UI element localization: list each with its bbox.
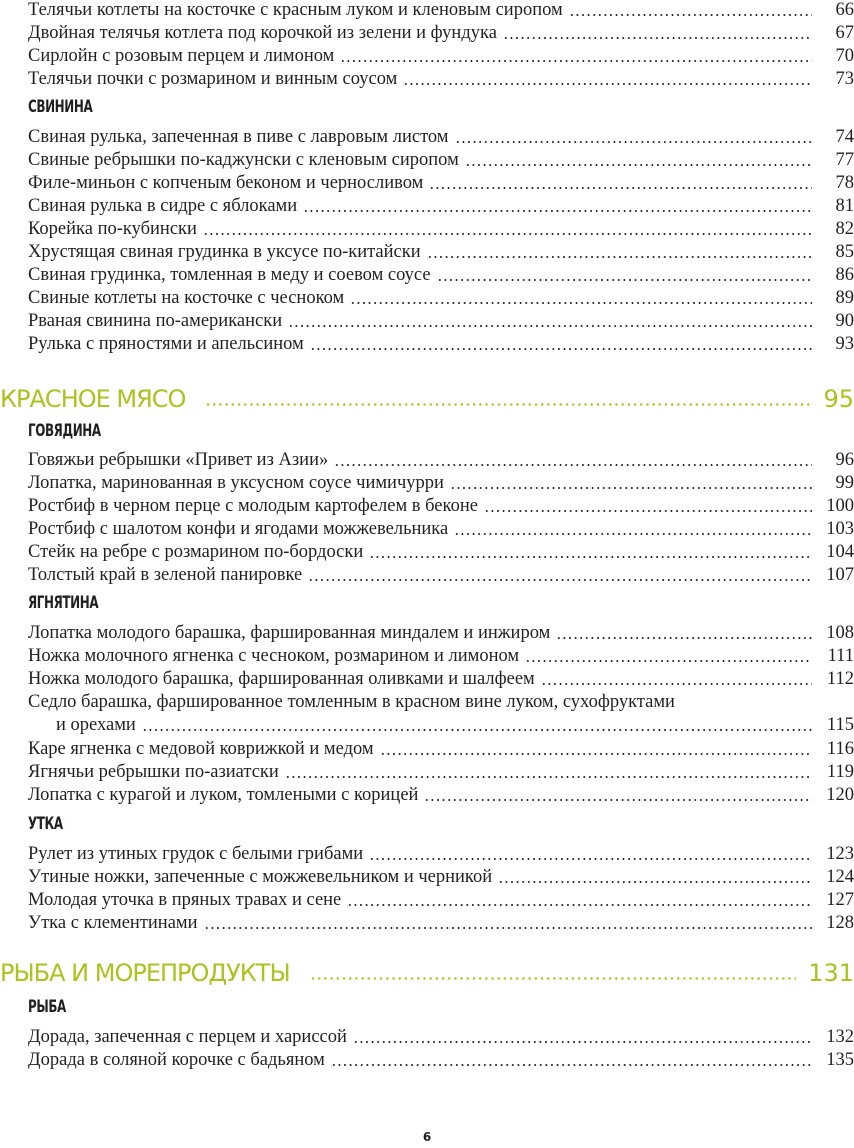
toc-entry-page: 116	[826, 739, 854, 759]
dot-leader	[310, 977, 797, 980]
toc-entry-title: Лопатка, маринованная в уксусном соусе чимичурри	[28, 473, 444, 493]
toc-entry-title: Лопатка с курагой и луком, томлеными с корицей	[28, 785, 419, 805]
dot-leader	[340, 60, 812, 62]
toc-chapter-page: 95	[823, 385, 854, 413]
toc-entry-title: Рулька с пряностями и апельсином	[28, 334, 304, 354]
dot-leader	[556, 637, 812, 639]
toc-entry-title: Говяжьи ребрышки «Привет из Азии»	[28, 450, 329, 470]
toc-entry[interactable]	[28, 492, 854, 516]
toc-entry-page: 115	[826, 715, 854, 735]
toc-chapter-title: РЫБА И МОРЕПРОДУКТЫ	[0, 959, 290, 987]
toc-subsection-heading: СВИНИНА	[28, 97, 93, 117]
toc-entry-title: Каре ягненка с медовой коврижкой и медом	[28, 739, 374, 759]
toc-entry-title: Лопатка молодого барашка, фаршированная миндалем и инжиром	[28, 623, 551, 643]
toc-entry[interactable]	[28, 192, 854, 216]
dot-leader	[350, 302, 812, 304]
toc-entry[interactable]	[28, 123, 854, 147]
toc-entry-page: 128	[826, 913, 854, 933]
toc-entry-title: Ростбиф в черном перце с молодым картофелем в беконе	[28, 496, 478, 516]
toc-entry-page: 111	[827, 646, 854, 666]
toc-entry-title: Молодая уточка в пряных травах и сене	[28, 890, 342, 910]
toc-entry[interactable]	[28, 665, 854, 689]
toc-entry[interactable]	[28, 886, 854, 910]
toc-entry[interactable]	[28, 1023, 854, 1047]
toc-entry-title: Хрустящая свиная грудинка в уксусе по-китайски	[28, 242, 421, 262]
toc-entry-page: 85	[835, 242, 854, 262]
toc-entry[interactable]	[28, 735, 854, 759]
toc-entry-page: 112	[826, 669, 854, 689]
toc-entry-title: Сирлойн с розовым перцем и лимоном	[28, 46, 335, 66]
toc-entry-page: 104	[826, 542, 854, 562]
dot-leader	[369, 556, 812, 558]
toc-entry-title: Двойная телячья котлета под корочкой из зелени и фундука	[28, 23, 497, 43]
toc-entry[interactable]	[28, 619, 854, 643]
page-number: 6	[422, 1130, 432, 1144]
toc-subsection-heading: УТКА	[28, 814, 63, 834]
toc-entry-page: 127	[826, 890, 854, 910]
toc-entry-title: Свиная грудинка, томленная в меду и соевом соусе	[28, 265, 431, 285]
toc-entry-title: Утиные ножки, запеченные с можжевельником и черникой	[28, 867, 493, 887]
toc-entry-title: Рулет из утиных грудок с белыми грибами	[28, 844, 364, 864]
dot-leader	[334, 464, 812, 466]
dot-leader	[424, 799, 812, 801]
toc-entry[interactable]	[28, 561, 854, 585]
toc-entry[interactable]	[28, 284, 854, 308]
dot-leader	[310, 348, 812, 350]
toc-entry-title: Корейка по-кубински	[28, 219, 197, 239]
toc-entry-title: Телячьи котлеты на косточке с красным луком и кленовым сиропом	[28, 0, 563, 20]
toc-entry[interactable]	[28, 538, 854, 562]
toc-entry[interactable]	[28, 261, 854, 285]
toc-entry[interactable]	[28, 688, 854, 712]
toc-entry-page: 73	[835, 69, 854, 89]
toc-entry[interactable]	[28, 169, 854, 193]
toc-entry[interactable]	[28, 758, 854, 782]
toc-entry-page: 99	[835, 473, 854, 493]
toc-entry-page: 93	[835, 334, 854, 354]
dot-leader	[204, 927, 812, 929]
toc-entry-page: 96	[835, 450, 854, 470]
dot-leader	[288, 325, 812, 327]
toc-entry[interactable]	[28, 146, 854, 170]
toc-entry[interactable]	[28, 909, 854, 933]
dot-leader	[484, 510, 812, 512]
toc-entry-title: Утка с клементинами	[28, 913, 198, 933]
toc-entry-title: Дорада, запеченная с перцем и хариссой	[28, 1027, 347, 1047]
toc-entry-page: 119	[826, 762, 854, 782]
dot-leader	[427, 256, 812, 258]
toc-entry[interactable]	[28, 642, 854, 666]
dot-leader	[525, 660, 812, 662]
dot-leader	[331, 1064, 812, 1066]
dot-leader	[429, 187, 812, 189]
toc-entry-page: 90	[835, 311, 854, 331]
toc-subsection-heading: ЯГНЯТИНА	[28, 593, 99, 613]
dot-leader	[142, 729, 812, 731]
toc-entry-page: 120	[826, 785, 854, 805]
toc-entry[interactable]	[28, 1046, 854, 1070]
toc-entry-page: 100	[826, 496, 854, 516]
toc-entry-title: Дорада в соляной корочке с бадьяном	[28, 1050, 325, 1070]
toc-entry[interactable]	[28, 469, 854, 493]
toc-entry-title: Рваная свинина по-американски	[28, 311, 283, 331]
toc-entry-page: 81	[835, 196, 854, 216]
toc-entry-continuation[interactable]	[56, 711, 854, 735]
toc-entry-title-cont: и орехами	[56, 715, 136, 735]
toc-entry-page: 123	[826, 844, 854, 864]
toc-entry-title: Свиная рулька в сидре с яблоками	[28, 196, 298, 216]
toc-entry[interactable]	[28, 42, 854, 66]
toc-entry-page: 70	[835, 46, 854, 66]
toc-entry-page: 135	[826, 1050, 854, 1070]
toc-entry-title: Стейк на ребре с розмарином по-бордоски	[28, 542, 364, 562]
toc-chapter-heading[interactable]	[0, 382, 854, 412]
toc-entry-title: Толстый край в зеленой панировке	[28, 565, 303, 585]
toc-entry[interactable]	[28, 863, 854, 887]
toc-chapter-title: КРАСНОЕ МЯСО	[0, 385, 186, 413]
toc-entry[interactable]	[28, 781, 854, 805]
toc-subsection-heading: РЫБА	[28, 997, 66, 1017]
dot-leader	[285, 776, 812, 778]
toc-entry-title: Седло барашка, фаршированное томленным в красном вине луком, сухофруктами	[28, 692, 675, 712]
toc-chapter-page: 131	[808, 959, 854, 987]
toc-entry[interactable]	[28, 515, 854, 539]
toc-entry-page: 66	[835, 0, 854, 20]
dot-leader	[437, 279, 812, 281]
dot-leader	[465, 164, 812, 166]
toc-entry-title: Ягнячьи ребрышки по-азиатски	[28, 762, 279, 782]
dot-leader	[303, 210, 812, 212]
toc-entry-title: Ростбиф с шалотом конфи и ягодами можжевельника	[28, 519, 449, 539]
toc-entry-page: 77	[835, 150, 854, 170]
toc-entry-title: Свиная рулька, запеченная в пиве с лавровым листом	[28, 127, 449, 147]
dot-leader	[498, 881, 812, 883]
toc-entry-title: Свиные котлеты на косточке с чесноком	[28, 288, 345, 308]
toc-entry-page: 132	[826, 1027, 854, 1047]
toc-entry-page: 78	[835, 173, 854, 193]
toc-entry[interactable]	[28, 19, 854, 43]
toc-entry[interactable]	[28, 330, 854, 354]
toc-entry-page: 124	[826, 867, 854, 887]
toc-entry[interactable]	[28, 307, 854, 331]
toc-entry[interactable]	[28, 446, 854, 470]
toc-entry-page: 86	[835, 265, 854, 285]
toc-subsection-heading: ГОВЯДИНА	[28, 421, 101, 441]
dot-leader	[203, 233, 812, 235]
dot-leader	[205, 403, 811, 406]
toc-entry[interactable]	[28, 65, 854, 89]
toc-entry-page: 107	[826, 565, 854, 585]
toc-entry-title: Ножка молочного ягненка с чесноком, розмарином и лимоном	[28, 646, 520, 666]
toc-entry-title: Свиные ребрышки по-каджунски с кленовым сиропом	[28, 150, 459, 170]
dot-leader	[353, 1041, 812, 1043]
dot-leader	[347, 904, 812, 906]
toc-entry-title: Филе-миньон с копченым беконом и черносливом	[28, 173, 424, 193]
toc-chapter-heading[interactable]	[0, 956, 854, 986]
dot-leader	[450, 487, 812, 489]
dot-leader	[503, 37, 812, 39]
toc-entry[interactable]	[28, 238, 854, 262]
toc-entry-page: 108	[826, 623, 854, 643]
toc-entry[interactable]	[28, 840, 854, 864]
dot-leader	[455, 141, 812, 143]
toc-entry-page: 89	[835, 288, 854, 308]
toc-entry-page: 74	[835, 127, 854, 147]
dot-leader	[369, 858, 812, 860]
toc-entry-page: 103	[826, 519, 854, 539]
toc-entry-title: Ножка молодого барашка, фаршированная оливками и шалфеем	[28, 669, 535, 689]
dot-leader	[569, 14, 812, 16]
toc-entry-page: 82	[835, 219, 854, 239]
dot-leader	[454, 533, 812, 535]
toc-entry-page: 67	[835, 23, 854, 43]
dot-leader	[308, 579, 812, 581]
toc-entry[interactable]	[28, 0, 854, 20]
dot-leader	[403, 83, 812, 85]
toc-entry[interactable]	[28, 215, 854, 239]
toc-entry-title: Телячьи почки с розмарином и винным соусом	[28, 69, 398, 89]
dot-leader	[541, 683, 812, 685]
dot-leader	[380, 753, 812, 755]
